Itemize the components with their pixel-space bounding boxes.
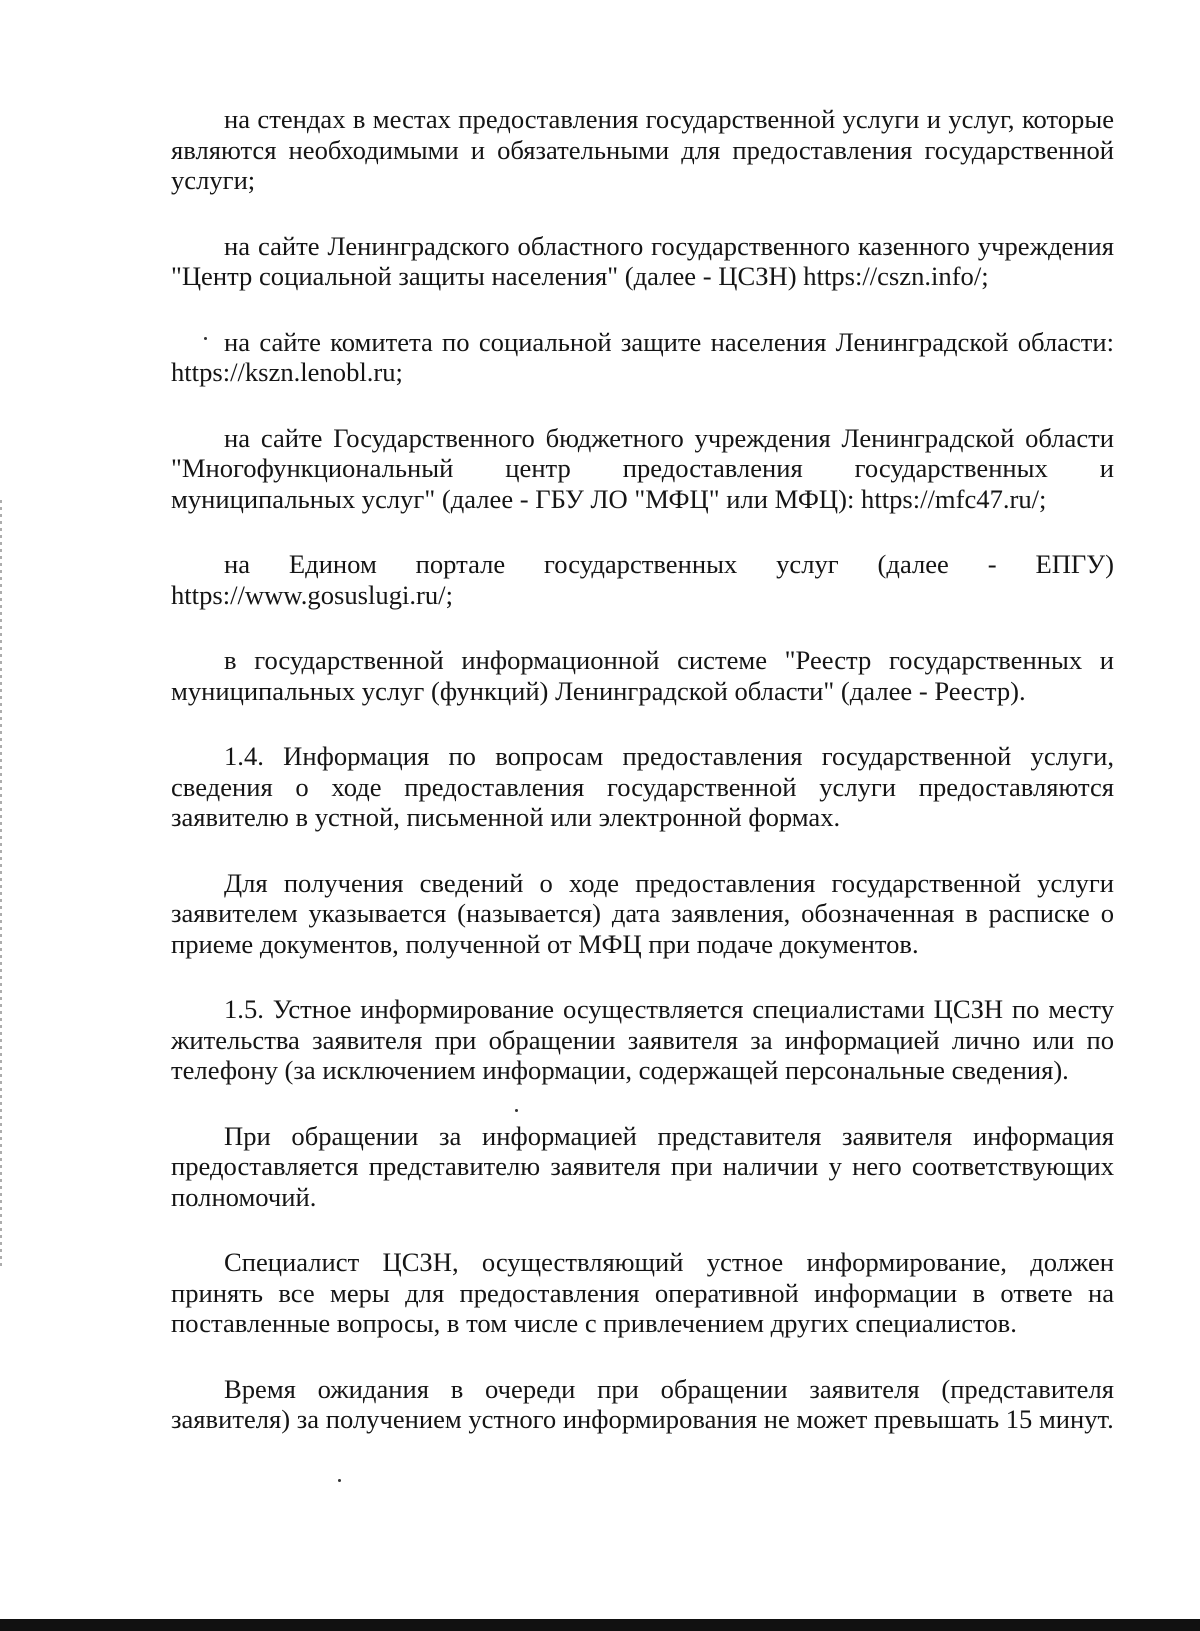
document-body [171, 104, 1114, 1435]
paragraph-stands: на стендах в местах предоставления государственной услуги и услуг, которые являются необходимыми и обязательными для предоставления государственной услуги; [171, 104, 1114, 195]
paragraph-epgu: на Едином портале государственных услуг (далее - ЕПГУ) https://www.gosuslugi.ru/; [171, 549, 1114, 610]
paragraph-kszn-site: на сайте комитета по социальной защите населения Ленинградской области: https://kszn.lenobl.ru; [171, 326, 1114, 387]
paragraph-1-4: 1.4. Информация по вопросам предоставления государственной услуги, сведения о ходе предоставления государственной услуги предоставляются заявителю в устной, письменной или электронной формах. [171, 741, 1114, 832]
paragraph-1-5: 1.5. Устное информирование осуществляется специалистами ЦСЗН по месту жительства заявителя при обращении заявителя за информацией лично или по телефону (за исключением информации, содержащей персональные сведения). [171, 994, 1114, 1085]
paragraph-cszn-site: на сайте Ленинградского областного государственного казенного учреждения "Центр социальной защиты населения" (далее - ЦСЗН) https://cszn.info/; [171, 230, 1114, 291]
paragraph-waiting-time: Время ожидания в очереди при обращении заявителя (представителя заявителя) за получением устного информирования не может превышать 15 минут. [171, 1373, 1114, 1434]
scan-edge-bottom [0, 1619, 1200, 1631]
paragraph-status-info: Для получения сведений о ходе предоставления государственной услуги заявителем указывается (называется) дата заявления, обозначенная в расписке о приеме документов, полученной от МФЦ при подаче документов. [171, 867, 1114, 959]
paragraph-mfc-site: на сайте Государственного бюджетного учреждения Ленинградской области "Многофункциональный центр предоставления государственных и муниципальных услуг" (далее - ГБУ ЛО "МФЦ" или МФЦ): https://mfc47.ru/; [171, 422, 1114, 514]
paragraph-representative: При обращении за информацией представителя заявителя информация предоставляется представителю заявителя при наличии у него соответствующих полномочий. [171, 1120, 1114, 1212]
scan-speck [338, 1479, 341, 1482]
scan-edge-left [0, 500, 2, 1270]
paragraph-registry: в государственной информационной системе "Реестр государственных и муниципальных услуг (функций) Ленинградской области" (далее - Реестр). [171, 645, 1114, 706]
paragraph-specialist: Специалист ЦСЗН, осуществляющий устное информирование, должен принять все меры для предоставления оперативной информации в ответе на поставленные вопросы, в том числе с привлечением других специалистов. [171, 1247, 1114, 1338]
